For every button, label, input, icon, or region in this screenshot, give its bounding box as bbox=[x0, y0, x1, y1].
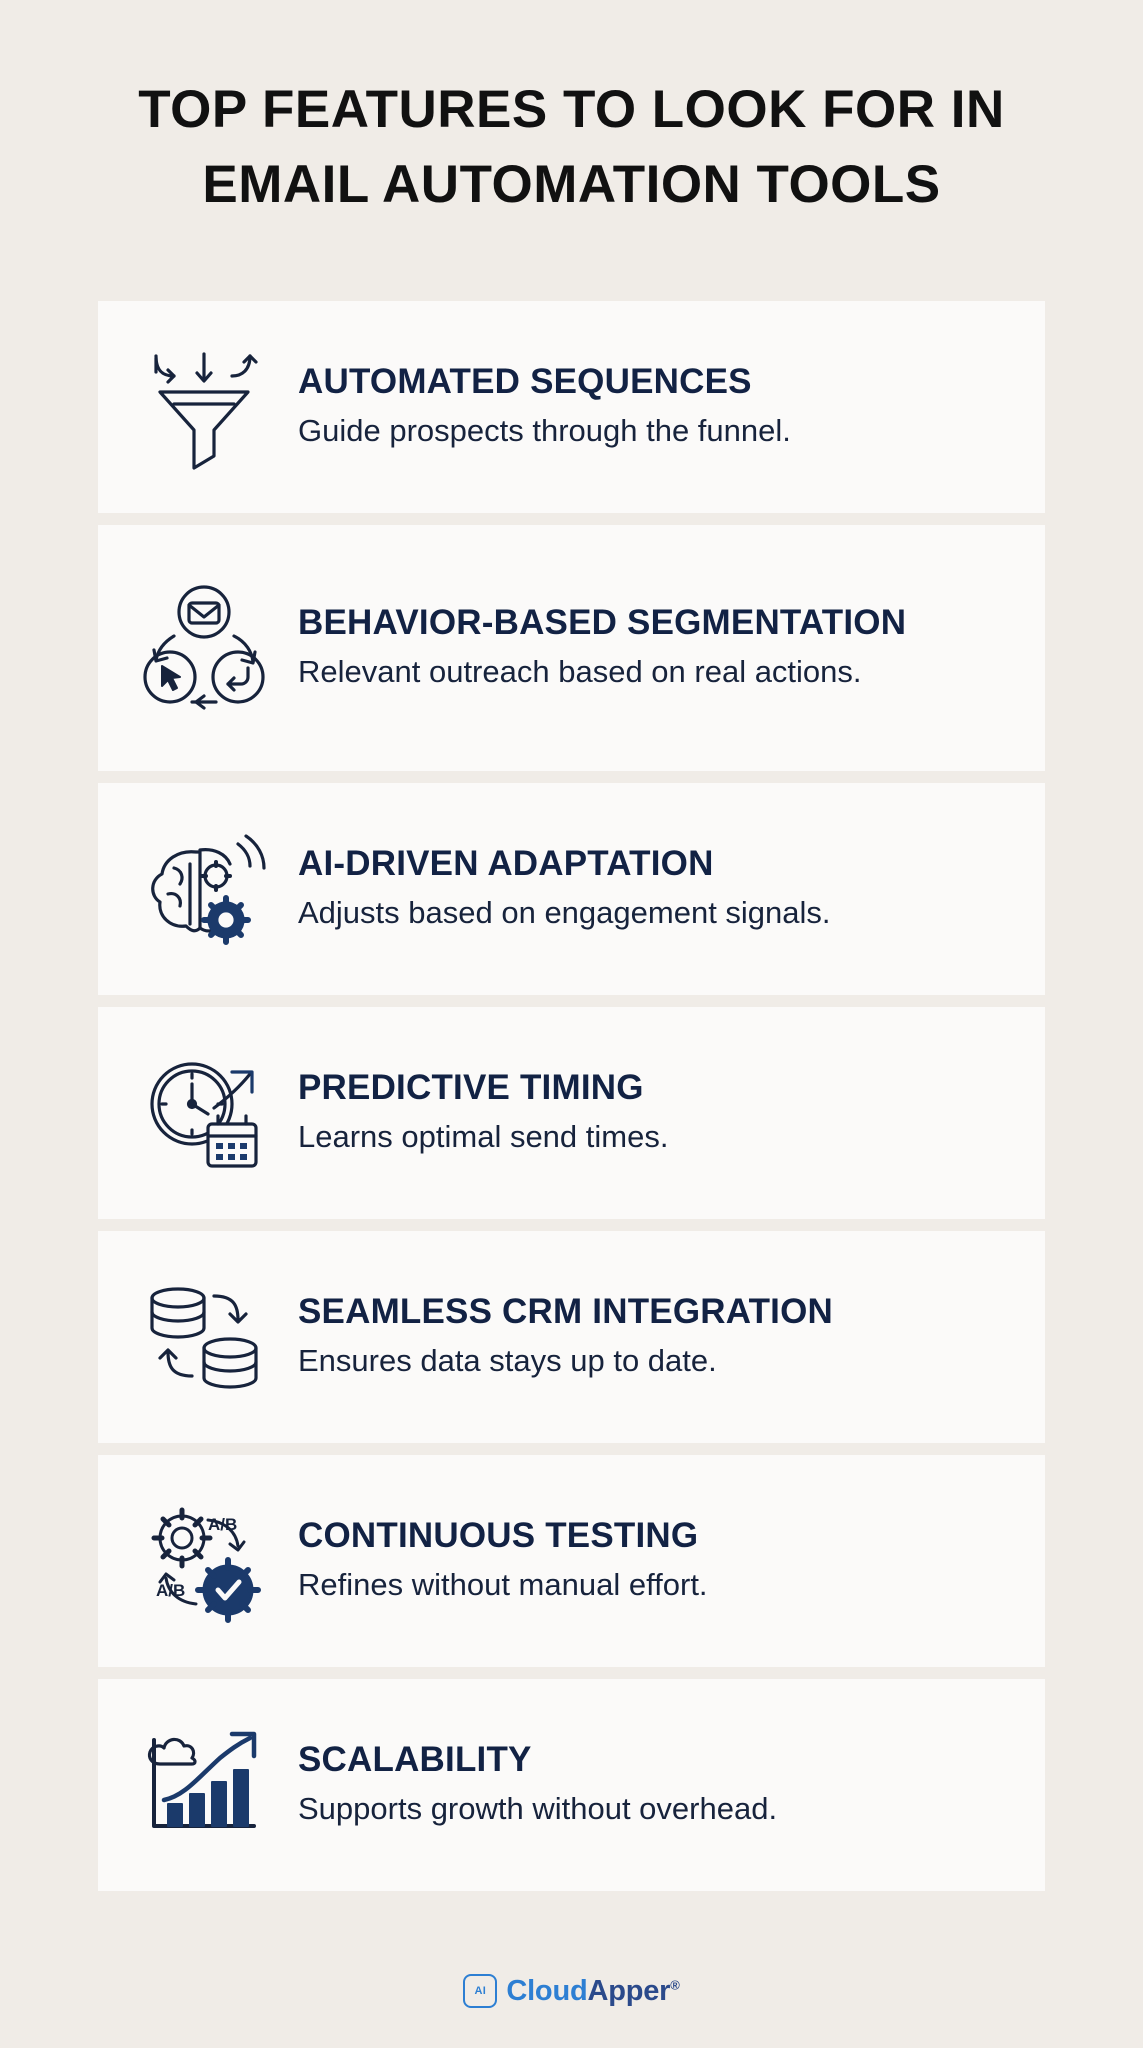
feature-card-text bbox=[284, 1292, 843, 1382]
cloudapper-ai-mark-icon bbox=[463, 1974, 497, 2008]
feature-card bbox=[98, 1231, 1045, 1443]
brand-trademark: ® bbox=[670, 1976, 680, 1992]
brand-name-second: Apper bbox=[587, 1974, 671, 2007]
svg-text:A/B: A/B bbox=[156, 1580, 186, 1600]
page-title: TOP FEATURES TO LOOK FOR IN EMAIL AUTOMATION TOOLS bbox=[138, 80, 1005, 215]
ab-test-gears-icon bbox=[124, 1486, 284, 1636]
feature-title: AI-DRIVEN ADAPTATION bbox=[298, 843, 714, 883]
feature-title: PREDICTIVE TIMING bbox=[298, 1067, 644, 1107]
funnel-arrows-icon bbox=[124, 332, 284, 482]
ai-mark-label: AI bbox=[474, 1985, 487, 1997]
feature-description: Relevant outreach based on real actions. bbox=[298, 654, 862, 690]
growth-chart-cloud-icon bbox=[124, 1710, 284, 1860]
feature-card bbox=[98, 783, 1045, 995]
feature-title: AUTOMATED SEQUENCES bbox=[298, 361, 752, 401]
feature-card bbox=[98, 1455, 1045, 1667]
feature-title: SEAMLESS CRM INTEGRATION bbox=[298, 1291, 833, 1331]
footer-logo[interactable] bbox=[0, 1974, 1143, 2008]
feature-card bbox=[98, 1007, 1045, 1219]
feature-description: Adjusts based on engagement signals. bbox=[298, 895, 831, 931]
brand-name-first: Cloud bbox=[506, 1974, 588, 2007]
feature-description: Refines without manual effort. bbox=[298, 1567, 708, 1603]
feature-card-text bbox=[284, 1740, 787, 1830]
feature-title: CONTINUOUS TESTING bbox=[298, 1515, 699, 1555]
feature-card-text bbox=[284, 1068, 678, 1158]
feature-description: Ensures data stays up to date. bbox=[298, 1343, 717, 1379]
feature-title: SCALABILITY bbox=[298, 1739, 532, 1779]
envelope-cycle-arrows-icon bbox=[124, 573, 284, 723]
feature-description: Learns optimal send times. bbox=[298, 1119, 669, 1155]
clock-calendar-arrow-icon bbox=[124, 1038, 284, 1188]
brand-name bbox=[506, 1975, 679, 2008]
brain-gear-signal-icon bbox=[124, 814, 284, 964]
feature-card bbox=[98, 301, 1045, 513]
feature-title: BEHAVIOR-BASED SEGMENTATION bbox=[298, 602, 907, 642]
feature-card-text bbox=[284, 362, 801, 452]
feature-card-text bbox=[284, 1516, 718, 1606]
feature-card bbox=[98, 1679, 1045, 1891]
feature-card-text bbox=[284, 844, 841, 934]
feature-card bbox=[98, 525, 1045, 771]
feature-card-text bbox=[284, 603, 916, 693]
svg-text:A/B: A/B bbox=[208, 1514, 238, 1534]
database-sync-icon bbox=[124, 1262, 284, 1412]
feature-description: Supports growth without overhead. bbox=[298, 1791, 778, 1827]
feature-card-list bbox=[58, 301, 1085, 1891]
feature-description: Guide prospects through the funnel. bbox=[298, 413, 791, 449]
